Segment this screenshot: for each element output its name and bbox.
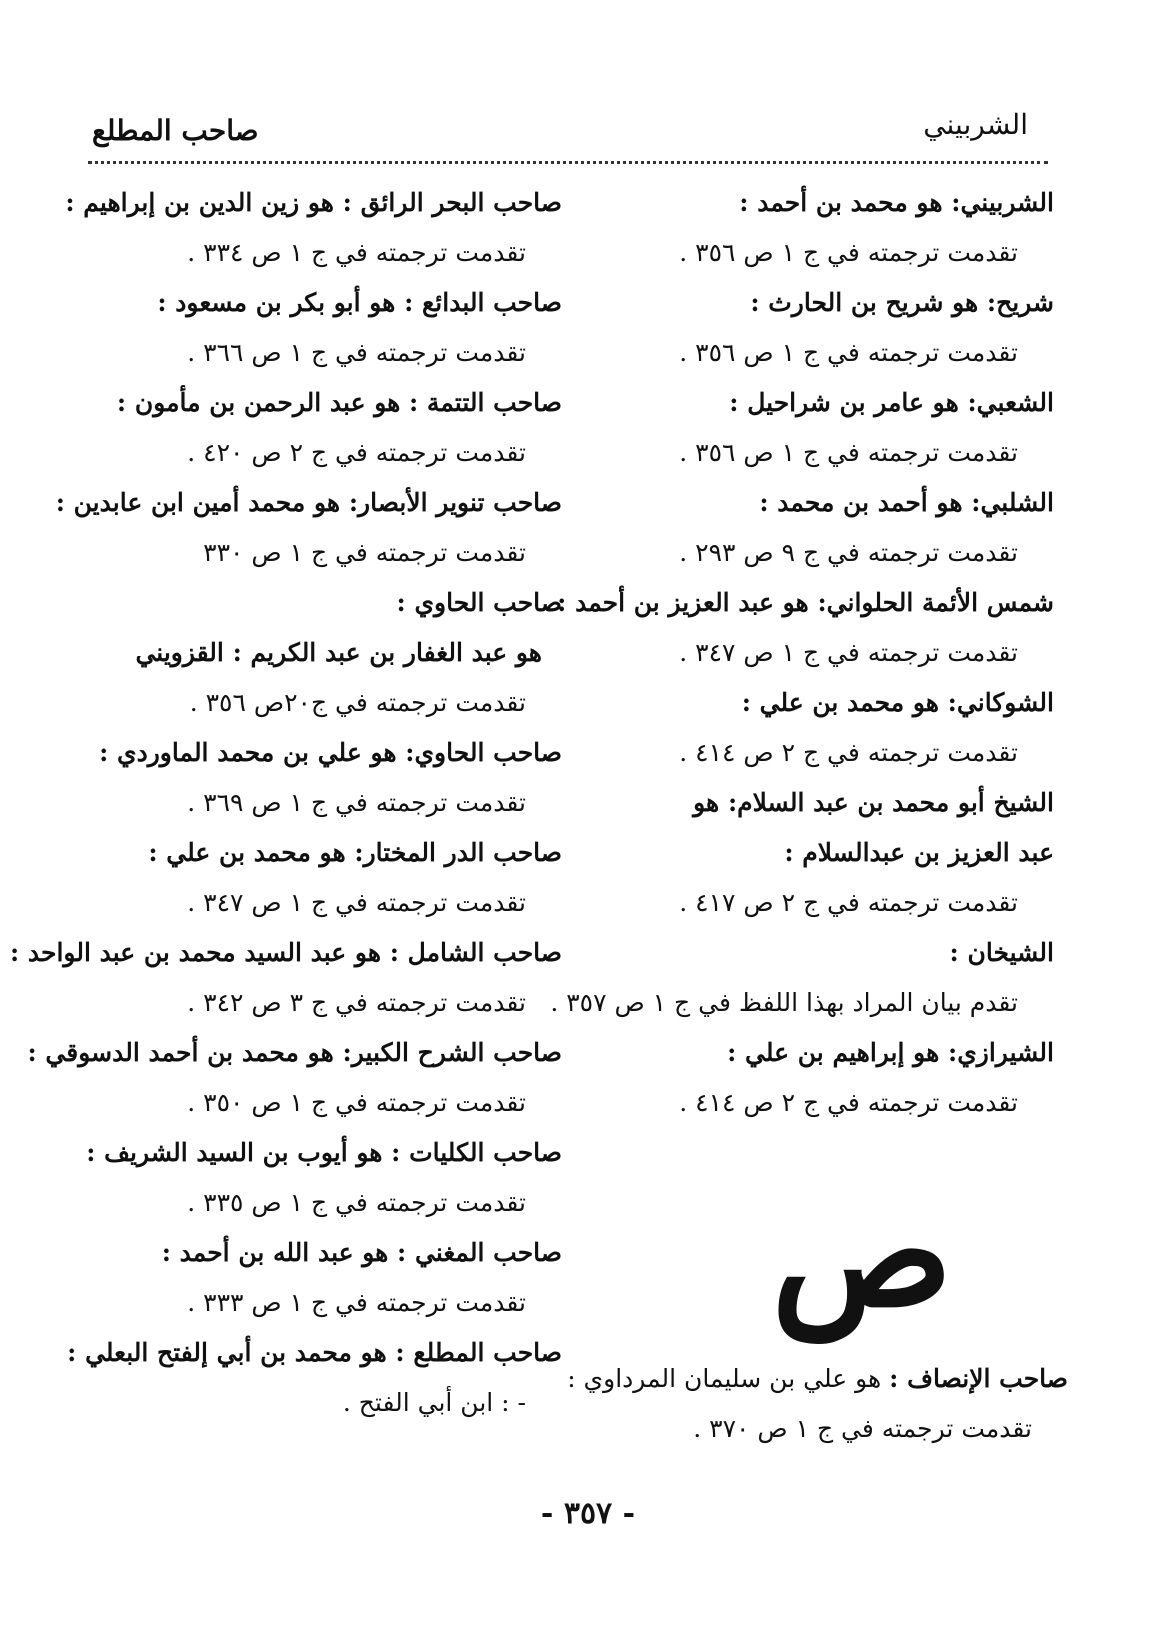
entry-description: هو محمد بن أحمد الدسوقي :: [27, 1038, 343, 1067]
entry-name: صاحب البحر الرائق :: [342, 188, 562, 217]
entry-name: الشيرازي:: [947, 1038, 1054, 1067]
entry-reference: تقدمت ترجمته في ج ٩ ص ٢٩٣ .: [679, 538, 1018, 567]
entry-name-line: [86, 1128, 562, 1178]
entry-reference: تقدمت ترجمته في ج ١ ص ٣٣٣ .: [187, 1288, 526, 1317]
index-entry: [557, 578, 1054, 678]
entry-name-line: [614, 478, 1054, 528]
entry-name: صاحب البدائع :: [404, 288, 562, 317]
entry-reference: تقدمت ترجمته في ج ١ ص ٣٥٦ .: [679, 238, 1018, 267]
entry-name-line: [614, 678, 1054, 728]
entry-description: هو علي بن محمد الماوردي :: [99, 738, 406, 767]
entry-reference: تقدمت ترجمته في ج ١ ص ٣٤٧ .: [187, 888, 526, 917]
entry-reference: تقدمت ترجمته في ج ١ ص ٣٥٠ .: [187, 1088, 526, 1117]
entry-name: صاحب الحاوي:: [405, 738, 562, 767]
index-entry: [99, 728, 562, 828]
index-entry: [614, 378, 1054, 478]
entry-description: هو محمد بن أحمد :: [739, 188, 952, 217]
entry-name-line: [112, 828, 562, 878]
entry-name-line: [112, 1228, 562, 1278]
entry-reference: تقدمت ترجمته في ج ٣ ص ٣٤٢ .: [187, 988, 526, 1017]
entry-name: شمس الأئمة الحلواني:: [817, 588, 1054, 617]
entry-name: صاحب الدر المختار:: [354, 838, 562, 867]
index-entry: [112, 278, 562, 378]
entry-reference: تقدمت ترجمته في ج ١ ص ٣٣٤ .: [187, 238, 526, 267]
page-number: - ٣٥٧ -: [540, 1496, 636, 1531]
entry-reference: تقدم بيان المراد بهذا اللفظ في ج ١ ص ٣٥٧ .: [550, 988, 1018, 1017]
entry-name: الشربيني:: [951, 188, 1054, 217]
entry-name-line: [614, 178, 1054, 228]
entry-description: هو إبراهيم بن علي :: [727, 1038, 948, 1067]
entry-reference: تقدمت ترجمته في ج ٢ ص ٤١٧ .: [679, 888, 1018, 917]
entry-reference: تقدمت ترجمته في ج٢٠ص ٣٥٦ .: [189, 688, 526, 717]
entry-name-line: [567, 1354, 1068, 1404]
entry-reference: تقدمت ترجمته في ج ٢ ص ٤١٤ .: [679, 1088, 1018, 1117]
entry-reference: تقدمت ترجمته في ج ١ ص ٣٥٦ .: [679, 338, 1018, 367]
index-entry: [86, 1128, 562, 1228]
index-entry: [614, 278, 1054, 378]
entry-name: صاحب الإنصاف :: [889, 1364, 1068, 1393]
entry-description: هو محمد بن علي :: [741, 688, 948, 717]
header-dotted-rule: [88, 161, 1048, 164]
entry-description: هو أيوب بن السيد الشريف :: [86, 1138, 392, 1167]
right-column: [550, 178, 1054, 1128]
entry-name: شريح:: [986, 288, 1054, 317]
entry-description: هو أحمد بن محمد :: [759, 488, 972, 517]
entry-name: صاحب المغني :: [397, 1238, 562, 1267]
entry-name: صاحب الشرح الكبير:: [342, 1038, 562, 1067]
entry-description: هو علي بن سليمان المرداوي :: [567, 1364, 890, 1393]
entry-description: هو زين الدين بن إبراهيم :: [65, 188, 343, 217]
entry-name-line: [614, 1028, 1054, 1078]
index-entry: [614, 778, 1054, 928]
running-header: [88, 100, 1048, 164]
entry-name-line: [9, 928, 562, 978]
entry-name-line: [614, 378, 1054, 428]
entry-description: هو أبو بكر بن مسعود :: [157, 288, 405, 317]
entry-name-line: [614, 928, 1054, 978]
entry-reference: تقدمت ترجمته في ج ٢ ص ٤٢٠ .: [187, 438, 526, 467]
entry-reference: تقدمت ترجمته في ج ١ ص ٣٧٠ .: [693, 1414, 1032, 1443]
entry-name: صاحب المطلع :: [395, 1338, 562, 1367]
entry-name: الشلبي:: [971, 488, 1054, 517]
entry-name-line: [557, 578, 1054, 628]
entry-name: صاحب الشامل :: [389, 938, 562, 967]
index-entry: [65, 178, 562, 278]
entry-name: الشعبي:: [967, 388, 1054, 417]
index-entry: [67, 1328, 562, 1428]
index-entry: [112, 578, 562, 728]
entry-name: الشيخان :: [949, 938, 1054, 967]
entry-name-line: [112, 278, 562, 328]
entry-name: صاحب تنوير الأبصار:: [348, 488, 562, 517]
index-entry: [9, 928, 562, 1028]
left-column: [9, 178, 562, 1428]
entry-name-line: [614, 778, 1054, 828]
index-entry: [614, 1028, 1054, 1128]
index-entry: [614, 478, 1054, 578]
entry-reference: - : ابن أبي الفتح .: [342, 1388, 526, 1417]
index-entry: [614, 178, 1054, 278]
index-entry: [55, 478, 562, 578]
entry-name-line: [67, 1328, 562, 1378]
entry-description: هو محمد بن أبي إلفتح البعلي :: [67, 1338, 396, 1367]
entry-name: صاحب الحاوي :: [396, 588, 562, 617]
entry-reference: تقدمت ترجمته في ج ١ ص ٣٣٠: [203, 538, 526, 567]
entry-name: هو عبد الغفار بن عبد الكريم :: [232, 638, 542, 667]
entry-reference: تقدمت ترجمته في ج ٢ ص ٤١٤ .: [679, 738, 1018, 767]
entry-description: القزويني: [135, 638, 233, 667]
entry-description: هو محمد بن علي :: [148, 838, 355, 867]
entry-name-line: [112, 378, 562, 428]
index-entry: [112, 828, 562, 928]
entry-name-line: [112, 578, 562, 628]
entry-description: هو عبد العزيز بن أحمد :: [557, 588, 818, 617]
header-left-title: صاحب المطلع: [92, 114, 259, 147]
entry-name-line: [65, 178, 562, 228]
entry-reference: تقدمت ترجمته في ج ١ ص ٣٦٩ .: [187, 788, 526, 817]
entry-description: هو عامر بن شراحيل :: [729, 388, 968, 417]
index-entry: [27, 1028, 562, 1128]
entry-description: هو شريح بن الحارث :: [750, 288, 987, 317]
entry-name: عبد العزيز بن عبدالسلام :: [784, 838, 1054, 867]
entry-name-line: [55, 478, 562, 528]
entry-name-line: [614, 278, 1054, 328]
entry-description: هو محمد أمين ابن عابدين :: [55, 488, 349, 517]
section-letter: ص: [771, 1165, 953, 1341]
bottom-entry: [567, 1354, 1068, 1454]
entry-name-line: [27, 1028, 562, 1078]
index-entry: [614, 678, 1054, 778]
entry-name: الشوكاني:: [947, 688, 1054, 717]
entry-name: الشيخ أبو محمد بن عبد السلام:: [727, 788, 1054, 817]
entry-name: صاحب التتمة :: [409, 388, 562, 417]
index-entry: [550, 928, 1054, 1028]
entry-description: هو عبد الرحمن بن مأمون :: [116, 388, 409, 417]
entry-description: هو: [693, 788, 728, 817]
entry-reference: تقدمت ترجمته في ج ١ ص ٣٦٦ .: [187, 338, 526, 367]
entry-reference: تقدمت ترجمته في ج ١ ص ٣٤٧ .: [679, 638, 1018, 667]
index-entry: [112, 378, 562, 478]
entry-name: صاحب الكليات :: [391, 1138, 562, 1167]
entry-reference: تقدمت ترجمته في ج ١ ص ٣٣٥ .: [187, 1188, 526, 1217]
entry-name-line: [99, 728, 562, 778]
entry-reference: تقدمت ترجمته في ج ١ ص ٣٥٦ .: [679, 438, 1018, 467]
entry-description: هو عبد السيد محمد بن عبد الواحد :: [9, 938, 390, 967]
entry-name-line: [614, 828, 1054, 878]
index-entry: [112, 1228, 562, 1328]
header-right-title: الشربيني: [923, 108, 1028, 141]
entry-name-line: [112, 628, 562, 678]
entry-description: هو عبد الله بن أحمد :: [161, 1238, 398, 1267]
